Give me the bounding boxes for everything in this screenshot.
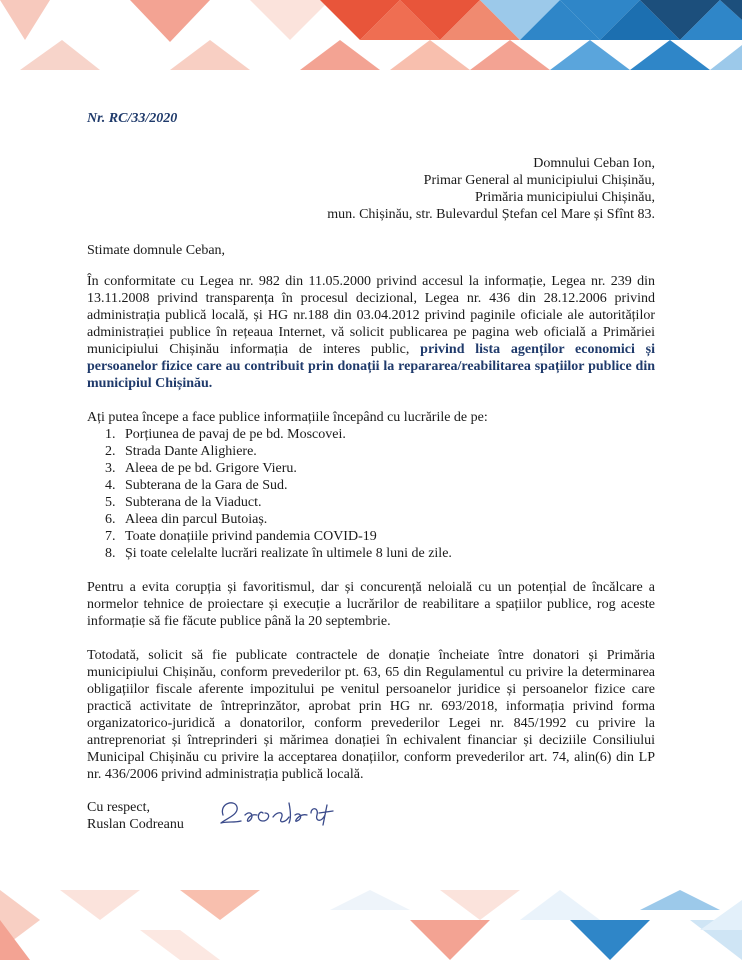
list-item: 4. Subterana de la Gara de Sud.	[119, 477, 655, 494]
list-item: 2. Strada Dante Alighiere.	[119, 443, 655, 460]
recipient-line: Primar General al municipiului Chișinău,	[423, 173, 655, 188]
intro-paragraph	[87, 273, 655, 392]
greeting: Stimate domnule Ceban,	[87, 243, 226, 258]
contracts-paragraph: Totodată, solicit să fie publicate contractele de donație încheiate între donatori și Primăria municipiului Chișinău, conform prevederilor pt. 63, 65 din Regulamentul cu privire la determinarea obligațiilor fiscale aferente impozitului pe venitul persoanelor juridice și persoanelor fizice care practică activitate de întreprinzător, aprobat prin HG nr. 693/2018, informația privind forma organizatorico-juridică a donatorilor, conform prevederilor Legei nr. 845/1992 cu privire la antreprenoriat și întreprinderi și mărimea donației în echivalent financiar și deciziile Consiliului Municipal Chișinău cu privire la acceptarea donațiilor, conform prevederilor art. 74, alin(6) din LP nr. 436/2006 privind administrația publică locală.	[87, 648, 655, 782]
list-item: 6. Aleea din parcul Butoiaș.	[119, 511, 655, 528]
intro-text: În conformitate cu Legea nr. 982 din 11.05.2000 privind accesul la informație, Legea nr. 239 din 13.11.2008 privind transparența în procesul decizional, Legea nr. 436 din 28.12.2006 privind administrația publică locală, și HG nr.188 din 03.04.2012 privind paginile oficiale ale autorităților administrației publice în rețeaua Internet, vă solicit publicarea pe pagina web oficială a Primăriei municipiului Chișinău informația de interes public,	[87, 274, 655, 357]
letter-body	[87, 110, 655, 833]
signer-name: Ruslan Codreanu	[87, 817, 184, 832]
bottom-decorative-triangles	[0, 870, 742, 960]
list-item: 3. Aleea de pe bd. Grigore Vieru.	[119, 460, 655, 477]
closing: Cu respect,	[87, 800, 150, 815]
sign-off	[87, 799, 655, 833]
recipient-address	[87, 155, 655, 223]
reference-number: Nr. RC/33/2020	[87, 111, 178, 126]
recipient-line: Primăria municipiului Chișinău,	[474, 190, 655, 205]
handwritten-signature	[215, 793, 355, 833]
list-intro: Ați putea începe a face publice informațiile începând cu lucrările de pe:	[87, 410, 488, 425]
intro-bold-text: privind lista agenților economici și persoanelor fizice care au contribuit prin donații la repararea/reabilitarea spațiilor publice din municipiul Chișinău.	[87, 342, 655, 391]
list-item: 7. Toate donațiile privind pandemia COVID-19	[119, 528, 655, 545]
works-list	[87, 426, 655, 562]
list-item: 5. Subterana de la Viaduct.	[119, 494, 655, 511]
top-decorative-triangles	[0, 0, 742, 90]
list-item: 1. Porțiunea de pavaj de pe bd. Moscovei.	[119, 426, 655, 443]
list-item: 8. Și toate celelalte lucrări realizate în ultimele 8 luni de zile.	[119, 545, 655, 562]
recipient-line: Domnului Ceban Ion,	[533, 156, 655, 171]
corruption-paragraph: Pentru a evita corupția și favoritismul, dar și concurență neloială cu un potențial de încălcare a normelor tehnice de proiectare și execuție a lucrărilor de reabilitare a spațiilor publice, rog aceste informație să fie făcute publice până la 20 septembrie.	[87, 580, 655, 629]
recipient-line: mun. Chișinău, str. Bulevardul Ștefan cel Mare și Sfînt 83.	[327, 207, 655, 222]
